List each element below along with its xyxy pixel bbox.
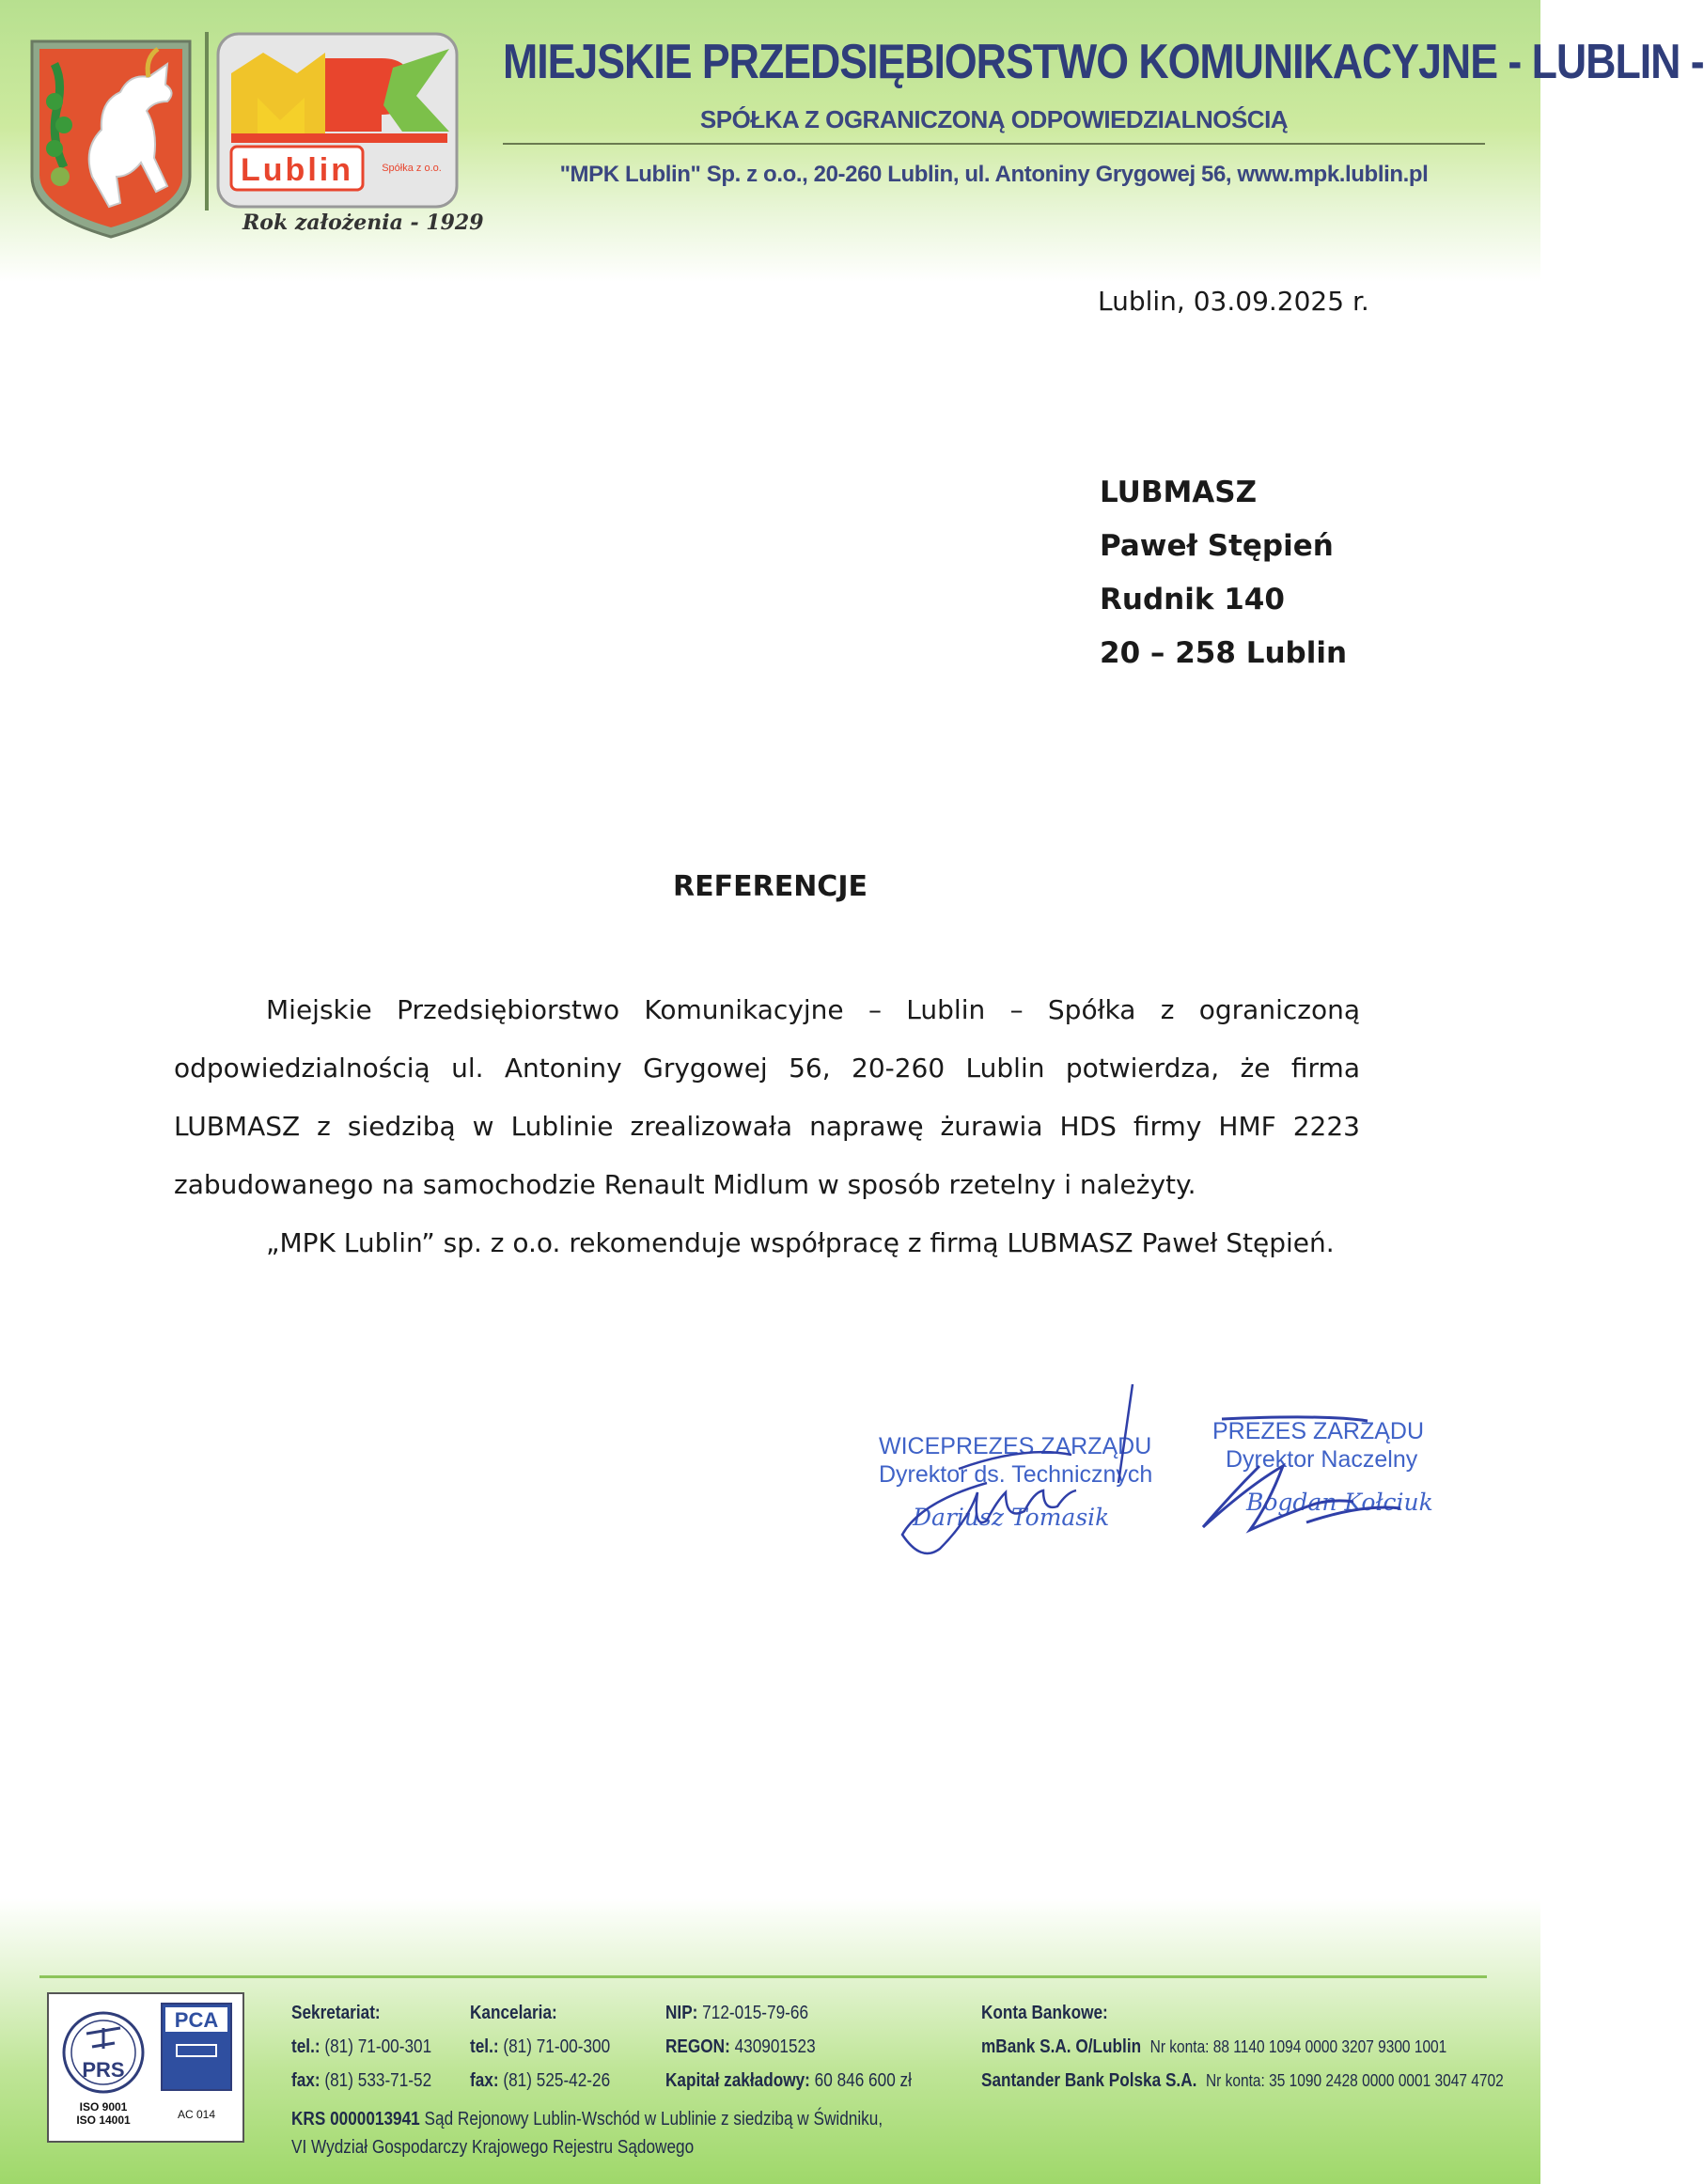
header-rule	[503, 143, 1485, 145]
secretariat-fax-label: fax:	[291, 2070, 320, 2091]
krs-label: KRS 0000013941	[291, 2109, 420, 2129]
signature-right-icon	[1194, 1410, 1494, 1551]
signature-left-icon	[883, 1380, 1165, 1568]
stamp-right-role: Dyrektor Naczelny	[1226, 1446, 1418, 1473]
secretariat-label: Sekretariat:	[291, 2003, 381, 2023]
nip-label: NIP:	[665, 2003, 698, 2023]
recipient-city: 20 – 258 Lublin	[1100, 636, 1348, 670]
stamp-left-role: Dyrektor ds. Technicznych	[879, 1461, 1153, 1488]
secretariat-tel: (81) 71-00-301	[324, 2036, 432, 2057]
document-title: REFERENCJE	[673, 870, 868, 903]
certification-badges	[47, 1992, 244, 2143]
footer-krs	[291, 2105, 883, 2161]
stamp-right-title: PREZES ZARZĄDU	[1212, 1418, 1425, 1444]
stamp-left-title: WICEPREZES ZARZĄDU	[879, 1433, 1152, 1459]
office-tel: (81) 71-00-300	[503, 2036, 611, 2057]
company-address: "MPK Lublin" Sp. z o.o., 20-260 Lublin, ul. Antoniny Grygowej 56, www.mpk.lublin.pl	[559, 162, 1429, 187]
header-divider	[205, 32, 209, 211]
recipient-block	[1100, 466, 1347, 680]
prs-label: PRS	[82, 2058, 125, 2082]
letter-date: Lublin, 03.09.2025 r.	[1098, 286, 1369, 317]
company-legal-form: SPÓŁKA Z OGRANICZONĄ ODPOWIEDZIALNOŚCIĄ	[699, 105, 1289, 133]
office-label: Kancelaria:	[470, 2003, 557, 2023]
stamp-right-name: Bogdan Kołciuk	[1246, 1489, 1433, 1516]
recipient-street: Rudnik 140	[1100, 583, 1285, 616]
logo-city-text: Lublin	[241, 152, 353, 188]
logo-small-text: Spółka z o.o.	[382, 163, 442, 174]
office-fax-label: fax:	[470, 2070, 499, 2091]
company-name: MIEJSKIE PRZEDSIĘBIORSTWO KOMUNIKACYJNE - LUBLIN -	[503, 35, 1704, 89]
footer-office	[470, 1996, 610, 2098]
recipient-company: LUBMASZ	[1100, 476, 1258, 509]
bank2-account: Nr konta: 35 1090 2428 0000 0001 3047 4702	[1205, 2071, 1504, 2090]
regon-label: REGON:	[665, 2036, 730, 2057]
office-fax: (81) 525-42-26	[503, 2070, 611, 2091]
bank2-name: Santander Bank Polska S.A.	[981, 2070, 1197, 2091]
footer-rule	[39, 1975, 1487, 1978]
office-tel-label: tel.:	[470, 2036, 499, 2057]
capital-value: 60 846 600 zł	[814, 2070, 912, 2091]
prs-iso-badge-icon	[55, 2000, 152, 2131]
city-coat-of-arms-icon	[26, 36, 195, 242]
pca-label: PCA	[174, 2008, 219, 2032]
bank1-name: mBank S.A. O/Lublin	[981, 2036, 1142, 2057]
bank1-account: Nr konta: 88 1140 1094 0000 3207 9300 1001	[1149, 2037, 1447, 2056]
secretariat-fax: (81) 533-71-52	[324, 2070, 432, 2091]
letter-body	[174, 981, 1360, 1272]
iso-14001-label: ISO 14001	[76, 2114, 131, 2127]
recipient-person: Paweł Stępień	[1100, 529, 1334, 563]
banks-label: Konta Bankowe:	[981, 2003, 1108, 2023]
iso-9001-label: ISO 9001	[79, 2100, 128, 2114]
body-paragraph-1: Miejskie Przedsiębiorstwo Komunikacyjne – Lublin – Spółka z ograniczoną odpowiedzialnością ul. Antoniny Grygowej 56, 20-260 Lublin potwierdza, że firma LUBMASZ z siedzibą w Lublinie zrealizowała naprawę żurawia HDS firmy HMF 2223 zabudowanego na samochodzie Renault Midlum w sposób rzetelny i należyty.	[174, 994, 1360, 1200]
stamp-left-name: Dariusz Tomasik	[913, 1504, 1110, 1531]
nip-value: 712-015-79-66	[702, 2003, 809, 2023]
ac-label: AC 014	[177, 2108, 216, 2121]
mpk-lublin-logo	[214, 30, 461, 211]
body-paragraph-2: „MPK Lublin” sp. z o.o. rekomenduje współpracę z firmą LUBMASZ Paweł Stępień.	[266, 1227, 1335, 1258]
capital-label: Kapitał zakładowy:	[665, 2070, 810, 2091]
footer-company-ids	[665, 1996, 912, 2098]
secretariat-tel-label: tel.:	[291, 2036, 320, 2057]
regon-value: 430901523	[734, 2036, 816, 2057]
krs-text: Sąd Rejonowy Lublin-Wschód w Lublinie z siedzibą w Świdniku,	[424, 2109, 883, 2129]
pca-badge-icon	[156, 2000, 237, 2131]
founded-year: Rok założenia - 1929	[242, 211, 484, 235]
krs-text-2: VI Wydział Gospodarczy Krajowego Rejestru Sądowego	[291, 2137, 695, 2158]
footer-secretariat	[291, 1996, 431, 2098]
footer-bank-accounts	[981, 1996, 1504, 2098]
